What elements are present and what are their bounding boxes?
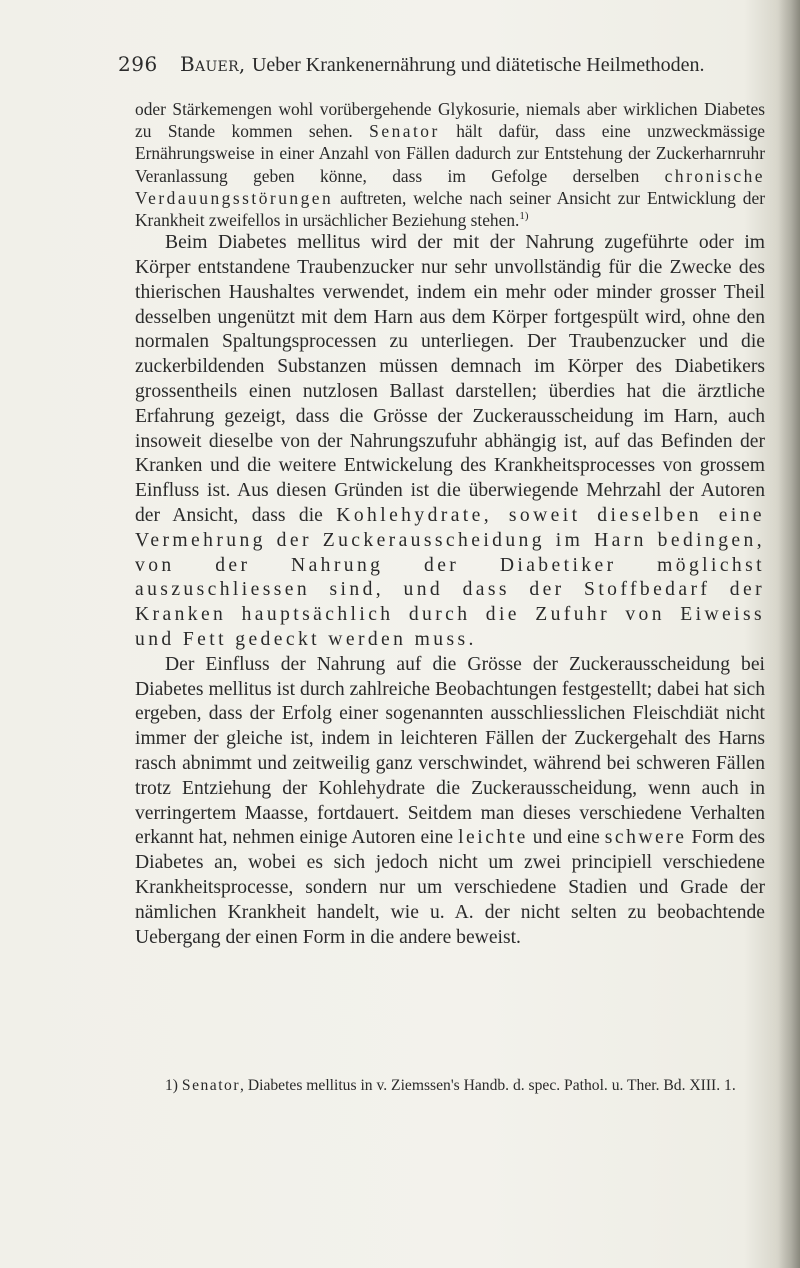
spaced-author-senator: Senator: [369, 121, 440, 142]
footnote-text: 1) Senator, Diabetes mellitus in v. Ziemssen's Handb. d. spec. Pathol. u. Ther. Bd. XIII. 1.: [135, 1076, 765, 1095]
footnote-reference: 1): [519, 210, 529, 223]
spaced-emphasis: Kohlehydrate, soweit dieselben eine Vermehrung der Zuckerausscheidung im Harn bedingen, von der Nahrung der Diabetiker möglichst auszuschliessen sind, und dass der Stoffbedarf der Kranken hauptsächlich durch die Zufuhr von Eiweiss und Fett gedeckt werden muss.: [135, 504, 765, 650]
paragraph-3: Der Einfluss der Nahrung auf die Grösse der Zuckerausscheidung bei Diabetes mellitus ist durch zahlreiche Beobachtungen festgestellt; dabei hat sich ergeben, dass der Erfolg einer sogenannten ausschliesslichen Fleischdiät nicht immer der gleiche ist, indem in leichteren Fällen der Zuckergehalt des Harns rasch abnimmt und zeitweilig ganz verschwindet, während bei schweren Fällen trotz Entziehung der Kohlehydrate die Zuckerausscheidung, wenn auch in verringertem Maasse, fortdauert. Seitdem man dieses verschiedene Verhalten erkannt hat, nehmen einige Autoren eine leichte und eine schwere Form des Diabetes an, wobei es sich jedoch nicht um zwei principiell verschiedene Krankheitsprocesse, sondern nur um verschiedene Stadien und Grade der nämlichen Krankheit handelt, wie u. A. der nicht selten zu beobachtende Uebergang der einen Form in die andere beweist.: [135, 653, 765, 948]
header-title: Ueber Krankenernährung und diätetische Heilmethoden.: [251, 54, 705, 76]
header-author: Bauer,: [180, 52, 246, 76]
page-number: 296: [118, 52, 158, 76]
page-binding-shadow: [778, 0, 800, 1268]
paragraph-2: Beim Diabetes mellitus wird der mit der Nahrung zugeführte oder im Körper entstandene Traubenzucker nur sehr unvollständig für die Zwecke des thierischen Haushaltes verwendet, indem ein mehr oder minder grosser Theil desselben ungenützt mit dem Harn aus dem Körper fortgespült wird, ohne den normalen Spaltungsprocessen zu unterliegen. Der Traubenzucker und die zuckerbildenden Substanzen müssen demnach im Körper des Diabetikers grossentheils einen nutzlosen Ballast darstellen; überdies hat die ärztliche Erfahrung gezeigt, dass die Grösse der Zuckerausscheidung im Harn, auch insoweit dieselbe von der Nahrungszufuhr abhängig ist, auf das Befinden der Kranken und die weitere Entwickelung des Krankheitsprocesses von grossem Einfluss ist. Aus diesen Gründen ist die überwiegende Mehrzahl der Autoren der Ansicht, dass die Kohlehydrate, soweit dieselben eine Vermehrung der Zuckerausscheidung im Harn bedingen, von der Nahrung der Diabetiker möglichst auszuschliessen sind, und dass der Stoffbedarf der Kranken hauptsächlich durch die Zufuhr von Eiweiss und Fett gedeckt werden muss.: [135, 232, 765, 650]
paragraph-1: oder Stärkemengen wohl vorübergehende Glykosurie, niemals aber wirklichen Diabetes zu Stande kommen sehen. Senator hält dafür, dass eine unzweckmässige Ernährungsweise in einer Anzahl von Fällen dadurch zur Entstehung der Zuckerharnruhr Veranlassung geben könne, dass im Gefolge derselben chronische Verdauungsstörungen auftreten, welche nach seiner Ansicht zur Entwicklung der Krankheit zweifellos in ursächlicher Beziehung stehen.$^{1)}$: [135, 99, 765, 231]
spaced-emphasis: chronische Verdauungsstörungen: [135, 165, 765, 208]
spaced-emphasis: schwere: [604, 827, 687, 849]
body-text: [135, 98, 765, 950]
running-header: [118, 52, 758, 82]
spaced-emphasis: leichte: [458, 827, 528, 849]
footnote-marker: 1): [165, 1077, 178, 1094]
footnote-author: Senator: [181, 1077, 241, 1094]
footnote: [135, 1076, 765, 1095]
